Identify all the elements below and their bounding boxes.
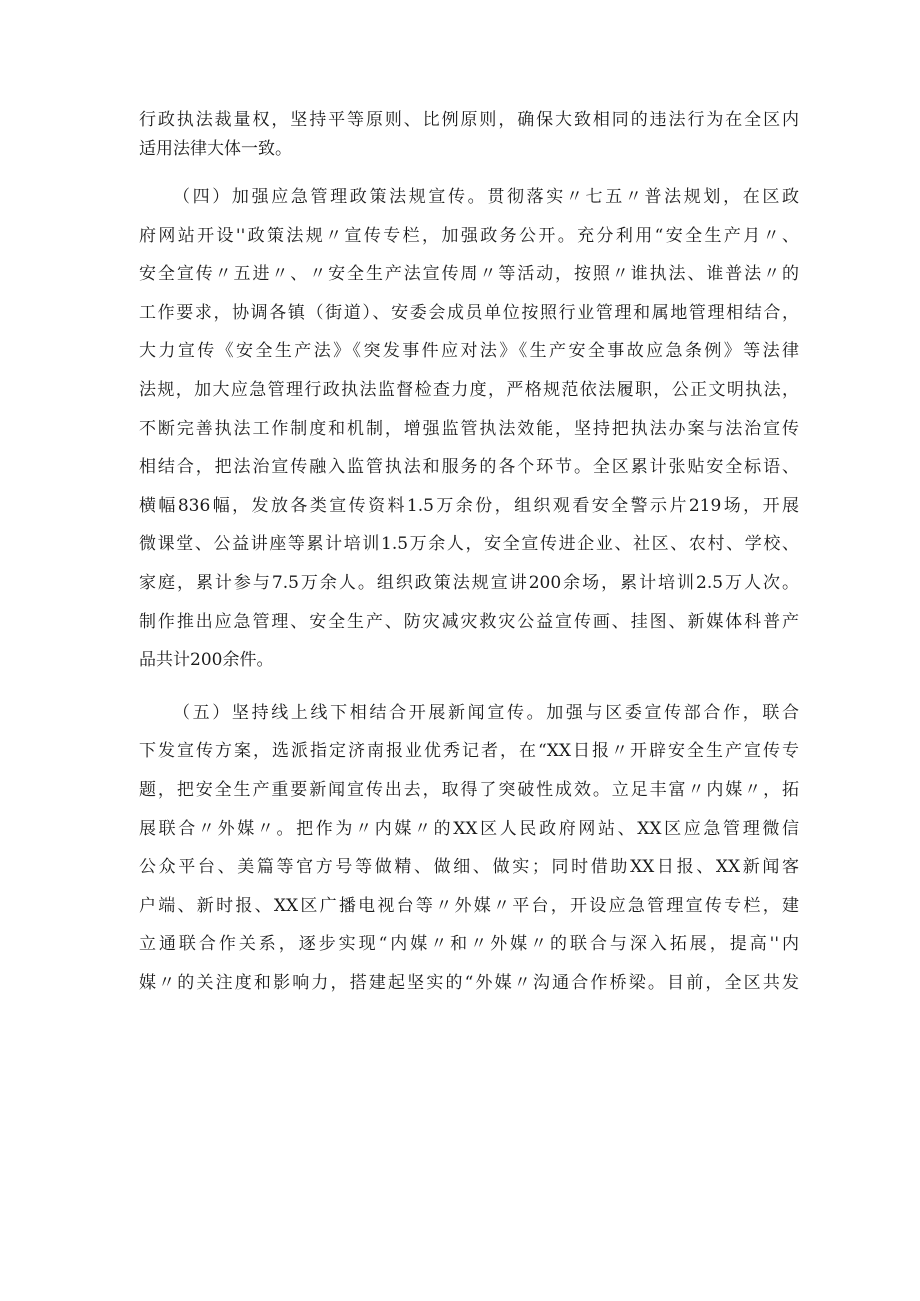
text-line: 媒〃的关注度和影响力，搭建起坚实的“外媒〃沟通合作桥梁。目前，全区共发 (139, 972, 799, 993)
paragraph-administrative-discretion (139, 106, 799, 164)
paragraph-policy-publicity (139, 178, 799, 680)
text-line: 不断完善执法工作制度和机制，增强监管执法效能，坚持把执法办案与法治宣传 (139, 418, 799, 439)
text-line: 公众平台、美篇等官方号等做精、做细、做实；同时借助XX日报、XX新闻客 (139, 857, 799, 878)
document-body (139, 106, 799, 1002)
paragraph-news-publicity (139, 694, 799, 1003)
text-line: 大力宣传《安全生产法》《突发事件应对法》《生产安全事故应急条例》等法律 (139, 341, 799, 362)
text-line: 立通联合作关系，逐步实现“内媒〃和〃外媒〃的联合与深入拓展，提高''内 (139, 934, 799, 955)
text-line: 下发宣传方案，选派指定济南报业优秀记者，在“XX日报〃开辟安全生产宣传专 (139, 741, 799, 762)
text-line: 工作要求，协调各镇（街道）、安委会成员单位按照行业管理和属地管理相结合， (139, 302, 799, 323)
text-line: 户端、新时报、XX区广播电视台等〃外媒〃平台，开设应急管理宣传专栏，建 (139, 895, 799, 916)
text-line: 横幅836幅，发放各类宣传资料1.5万余份，组织观看安全警示片219场，开展 (139, 495, 799, 516)
text-line: （五）坚持线上线下相结合开展新闻宣传。加强与区委宣传部合作，联合 (173, 702, 799, 723)
text-line: 展联合〃外媒〃。把作为〃内媒〃的XX区人民政府网站、XX区应急管理微信 (139, 818, 799, 839)
text-line: 家庭，累计参与7.5万余人。组织政策法规宣讲200余场，累计培训2.5万人次。 (139, 572, 799, 593)
text-line: 安全宣传〃五进〃、〃安全生产法宣传周〃等活动，按照〃谁执法、谁普法〃的 (139, 264, 799, 285)
text-line: （四）加强应急管理政策法规宣传。贯彻落实〃七五〃普法规划，在区政 (173, 187, 799, 207)
text-line: 府网站开设''政策法规〃宣传专栏，加强政务公开。充分利用“安全生产月〃、 (139, 225, 799, 246)
text-line: 相结合，把法治宣传融入监管执法和服务的各个环节。全区累计张贴安全标语、 (139, 457, 799, 478)
text-line: 制作推出应急管理、安全生产、防灾减灾救灾公益宣传画、挂图、新媒体科普产 (139, 611, 799, 632)
text-line: 微课堂、公益讲座等累计培训1.5万余人，安全宣传进企业、社区、农村、学校、 (139, 534, 799, 555)
text-line: 法规，加大应急管理行政执法监督检查力度，严格规范依法履职，公正文明执法， (139, 379, 799, 400)
text-line: 品共计200余件。 (139, 650, 274, 671)
text-line: 题，把安全生产重要新闻宣传出去，取得了突破性成效。立足丰富〃内媒〃，拓 (139, 779, 799, 800)
text-line: 行政执法裁量权，坚持平等原则、比例原则，确保大致相同的违法行为在全区内 (139, 110, 799, 130)
text-line: 适用法律大体一致。 (139, 139, 292, 159)
